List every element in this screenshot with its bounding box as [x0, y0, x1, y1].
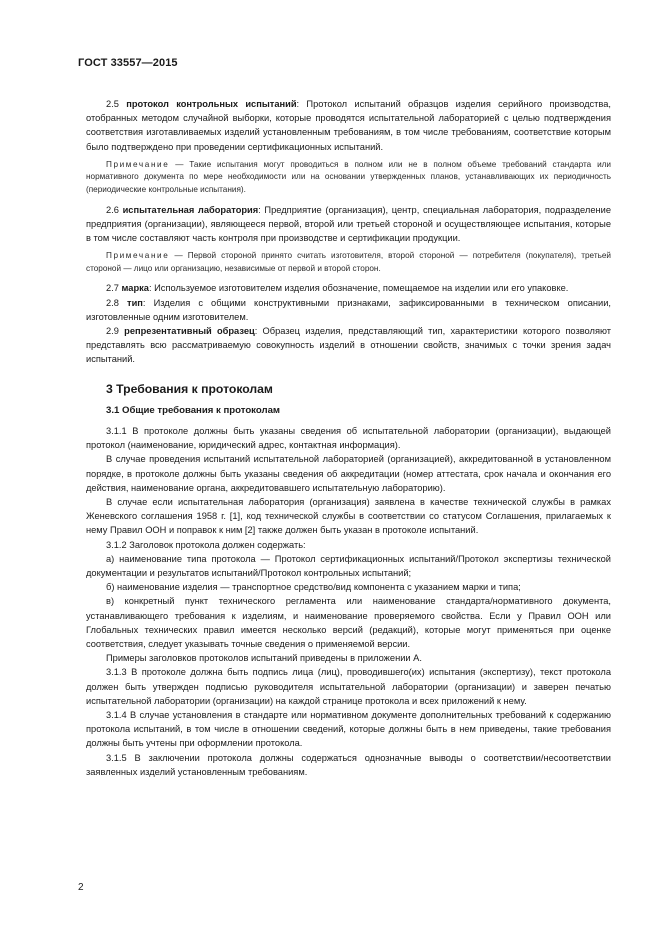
clause-number: 2.6 [106, 204, 123, 215]
term-2-7 [86, 281, 611, 295]
term-name: репрезентативный образец [124, 326, 255, 336]
term-definition: : Изделия с общими конструктивными признаками, зафиксированными в техническом описании, изготовленные одним изготовителем. [86, 297, 612, 322]
note-2-5 [86, 159, 611, 197]
note-label: Примечание [106, 251, 170, 261]
paragraph: Примеры заголовков протоколов испытаний приведены в приложении А. [106, 653, 422, 664]
clause-number: 2.8 [106, 297, 128, 308]
term-definition: : Образец изделия, представляющий тип, характеристики которого позволяют представлять всю рассматриваемую совокупность изделий в отношении свойств, значимых с точки зрения задач испытаний. [86, 326, 612, 365]
paragraph: 3.1.3 В протоколе должна быть подпись лица (лиц), проводившего(их) испытания (экспертизу), текст протокола должен быть утвержден подписью руководителя испытательной лаборатории (организации) и заверен печатью испытательной лаборатории (организации) на каждой странице протокола и всех приложений к нему. [86, 667, 611, 706]
subsection-heading: 3.1 Общие требования к протоколам [106, 404, 280, 416]
term-definition: : Предприятие (организация), центр, специальная лаборатория, подразделение предприятия (организации), являющееся первой, второй или третьей стороной и осуществляющее испытания, которые в том числе составляют часть контроля при производстве и сертификации продукции. [86, 204, 612, 243]
term-name: испытательная лаборатория [122, 204, 259, 215]
note-2-6 [86, 250, 611, 275]
term-name: марка [121, 283, 149, 294]
clause-number: 2.5 [106, 99, 127, 109]
term-2-6 [86, 203, 611, 246]
note-text: — Такие испытания могут проводиться в полном или не в полном объеме требований стандарта или нормативного документа по мере необходимости или на основании утвержденных планов, устанавливающих их периодичность (периодические контрольные испытания). [86, 159, 611, 194]
term-name: протокол контрольных испытаний [126, 99, 297, 109]
list-item: в) конкретный пункт технического регламента или наименование стандарта/нормативного документа, устанавливающего требования к изделиям, и наименование проверяемого свойства. Если у Правил ООН или Глобальных технических правил имеется несколько версий (редакций), которые могут применяться при оценке соответствия, следует указывать точные сведения о применяемой версии. [86, 596, 611, 650]
term-definition: : Протокол испытаний образцов изделия серийного производства, отобранных методом случайной выборки, которые проводятся испытательной лабораторией с целью подтверждения соответствия изготавливаемых изделий установленным требованиям, в том числе требованиям, соответствие которым было подтверждено при проведении сертификационных испытаний. [86, 99, 611, 152]
clause-number: 2.9 [106, 326, 125, 336]
term-definition: : Используемое изготовителем изделия обозначение, помещаемое на изделии или его упаковке. [148, 283, 569, 294]
document-body [86, 97, 611, 779]
term-2-8 [86, 296, 611, 324]
note-text: — Первой стороной принято считать изготовителя, второй стороной — потребителя (покупателя), третьей стороной — лицо или организацию, независимые от первой и второй сторон. [86, 251, 611, 273]
paragraph: В случае если испытательная лаборатория (организация) заявлена в качестве технической службы в рамках Женевского соглашения 1958 г. [1], код технической службы в соответствии со статусом Соглашения, прилагаемых к нему Правил ООН и поправок к ним [2] также должен быть указан в протоколе испытаний. [86, 497, 611, 536]
term-name: тип [127, 297, 143, 308]
section-heading: 3 Требования к протоколам [106, 381, 273, 396]
paragraph: 3.1.1 В протоколе должны быть указаны сведения об испытательной лаборатории (организации), выдающей протокол (наименование, юридический адрес, контактная информация). [86, 426, 611, 451]
page-number: 2 [78, 882, 84, 893]
term-2-5 [86, 97, 611, 154]
paragraph: В случае проведения испытаний испытательной лабораторией (организацией), аккредитованной в установленном порядке, в протоколе должны быть указаны сведения об аккредитации (номер аттестата, срок начала и окончания его действия, наименование органа, аккредитовавшего испытательную лабораторию). [86, 454, 611, 493]
note-label: Примечание [106, 159, 170, 169]
paragraph: 3.1.2 Заголовок протокола должен содержать: [106, 539, 306, 550]
paragraph: 3.1.4 В случае установления в стандарте или нормативном документе дополнительных требований к содержанию протокола испытаний, в том числе в отношении сведений, которые должны быть в нем приведены, такие требования должны быть учтены при оформлении протокола. [86, 710, 611, 749]
list-item: а) наименование типа протокола — Протокол сертификационных испытаний/Протокол экспертизы технической документации и результатов испытаний/Протокол контрольных испытаний; [86, 553, 611, 579]
document-header: ГОСТ 33557—2015 [78, 57, 178, 69]
clause-number: 2.7 [106, 283, 122, 294]
list-item: б) наименование изделия — транспортное средство/вид компонента с указанием марки и типа; [106, 582, 521, 593]
term-2-9 [86, 324, 611, 367]
paragraph: 3.1.5 В заключении протокола должны содержаться однозначные выводы о соответствии/несоответствии заявленных изделий установленным требованиям. [86, 752, 611, 777]
